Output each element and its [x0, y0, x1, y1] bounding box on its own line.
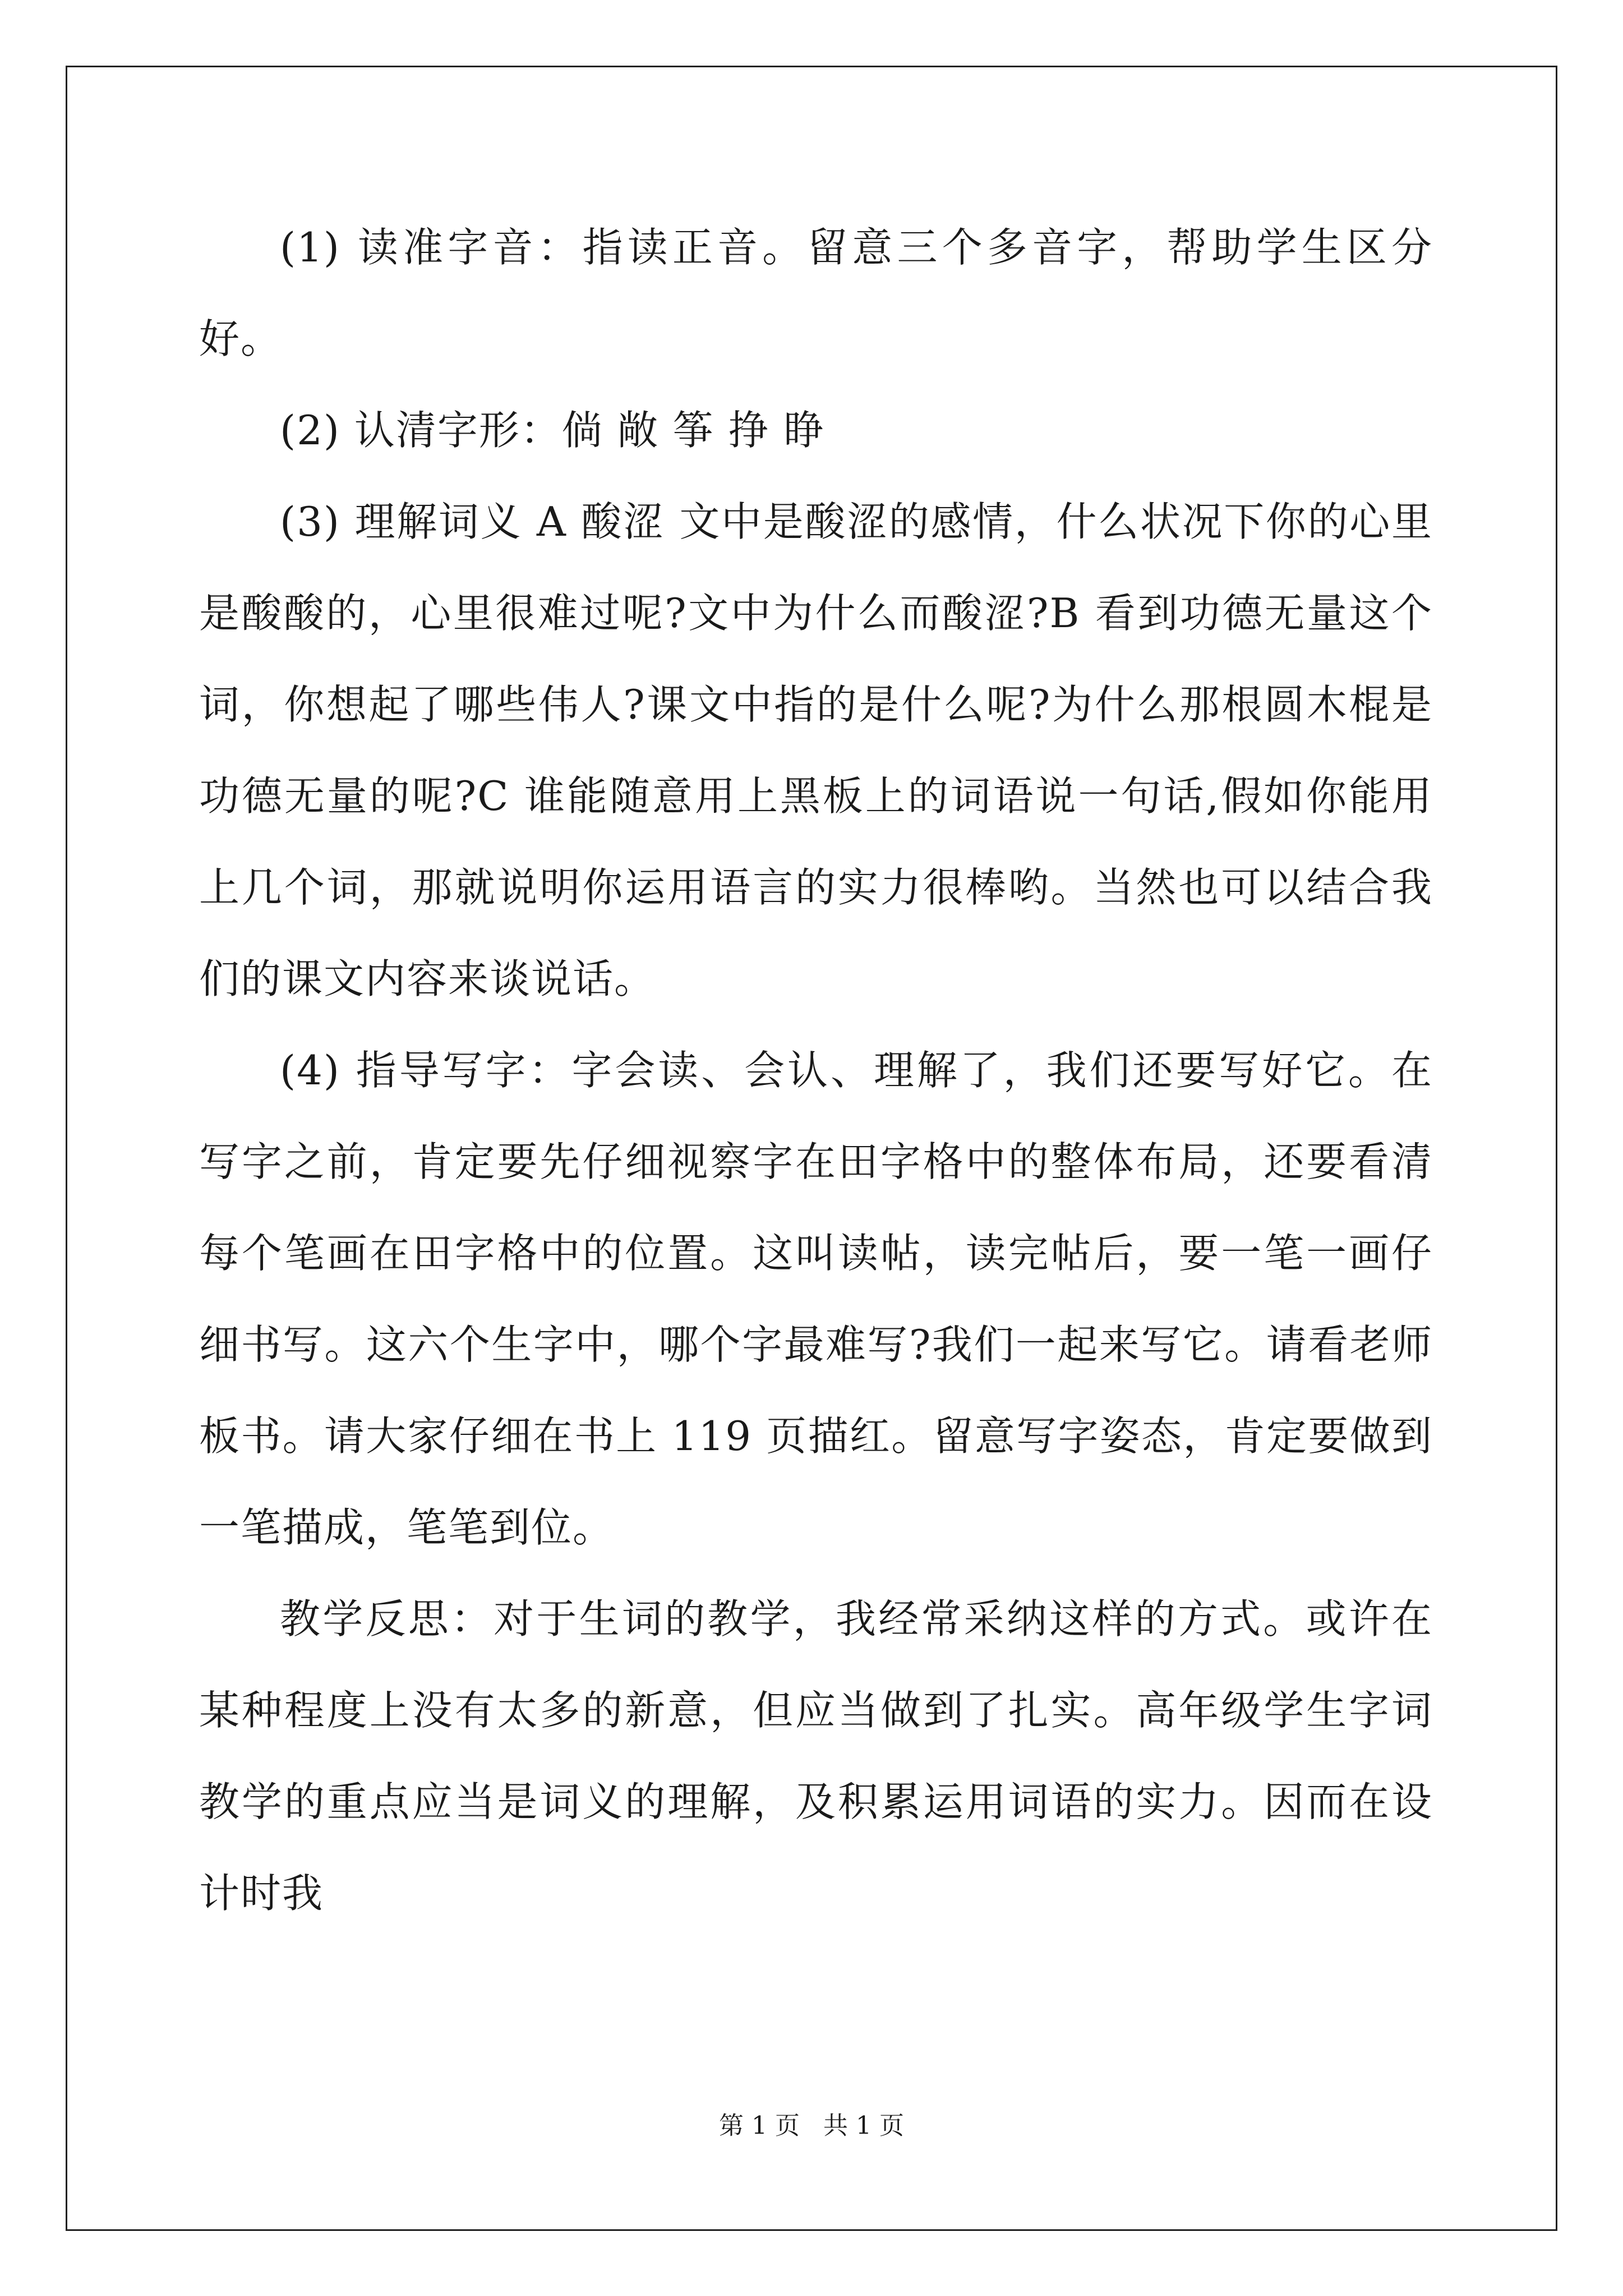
paragraph-teaching-reflection: 教学反思：对于生词的教学，我经常采纳这样的方式。或许在某种程度上没有太多的新意，但应当做到了扎实。高年级学生字词教学的重点应当是词义的理解，及积累运用词语的实力。因而在设计时我 — [199, 1595, 1433, 1917]
page-number: 第 1 页 — [719, 2111, 800, 2140]
page-total: 共 1 页 — [823, 2111, 904, 2140]
paragraph-recognize-shapes: (2) 认清字形：倘 敞 筝 挣 睁 — [280, 407, 826, 454]
paragraph-writing-guidance: (4) 指导写字：字会读、会认、理解了，我们还要写好它。在写字之前，肯定要先仔细视察字在田字格中的整体布局，还要看清每个笔画在田字格中的位置。这叫读帖，读完帖后，要一笔一画仔细书写。这六个生字中，哪个字最难写?我们一起来写它。请看老师板书。请大家仔细在书上 119 页描红。留意写字姿态，肯定要做到一笔描成，笔笔到位。 — [199, 1047, 1433, 1551]
page-footer — [0, 2109, 1623, 2143]
paragraph-understand-meaning: (3) 理解词义 A 酸涩 文中是酸涩的感情，什么状况下你的心里是酸酸的，心里很难过呢?文中为什么而酸涩?B 看到功德无量这个词，你想起了哪些伟人?课文中指的是什么呢?为什么那根圆木棍是功德无量的呢?C 谁能随意用上黑板上的词语说一句话,假如你能用上几个词，那就说明你运用语言的实力很棒哟。当然也可以结合我们的课文内容来谈说话。 — [199, 498, 1433, 1002]
document-body — [199, 202, 1433, 1939]
paragraph-read-pronunciation: (1) 读准字音：指读正音。留意三个多音字，帮助学生区分好。 — [199, 224, 1433, 362]
